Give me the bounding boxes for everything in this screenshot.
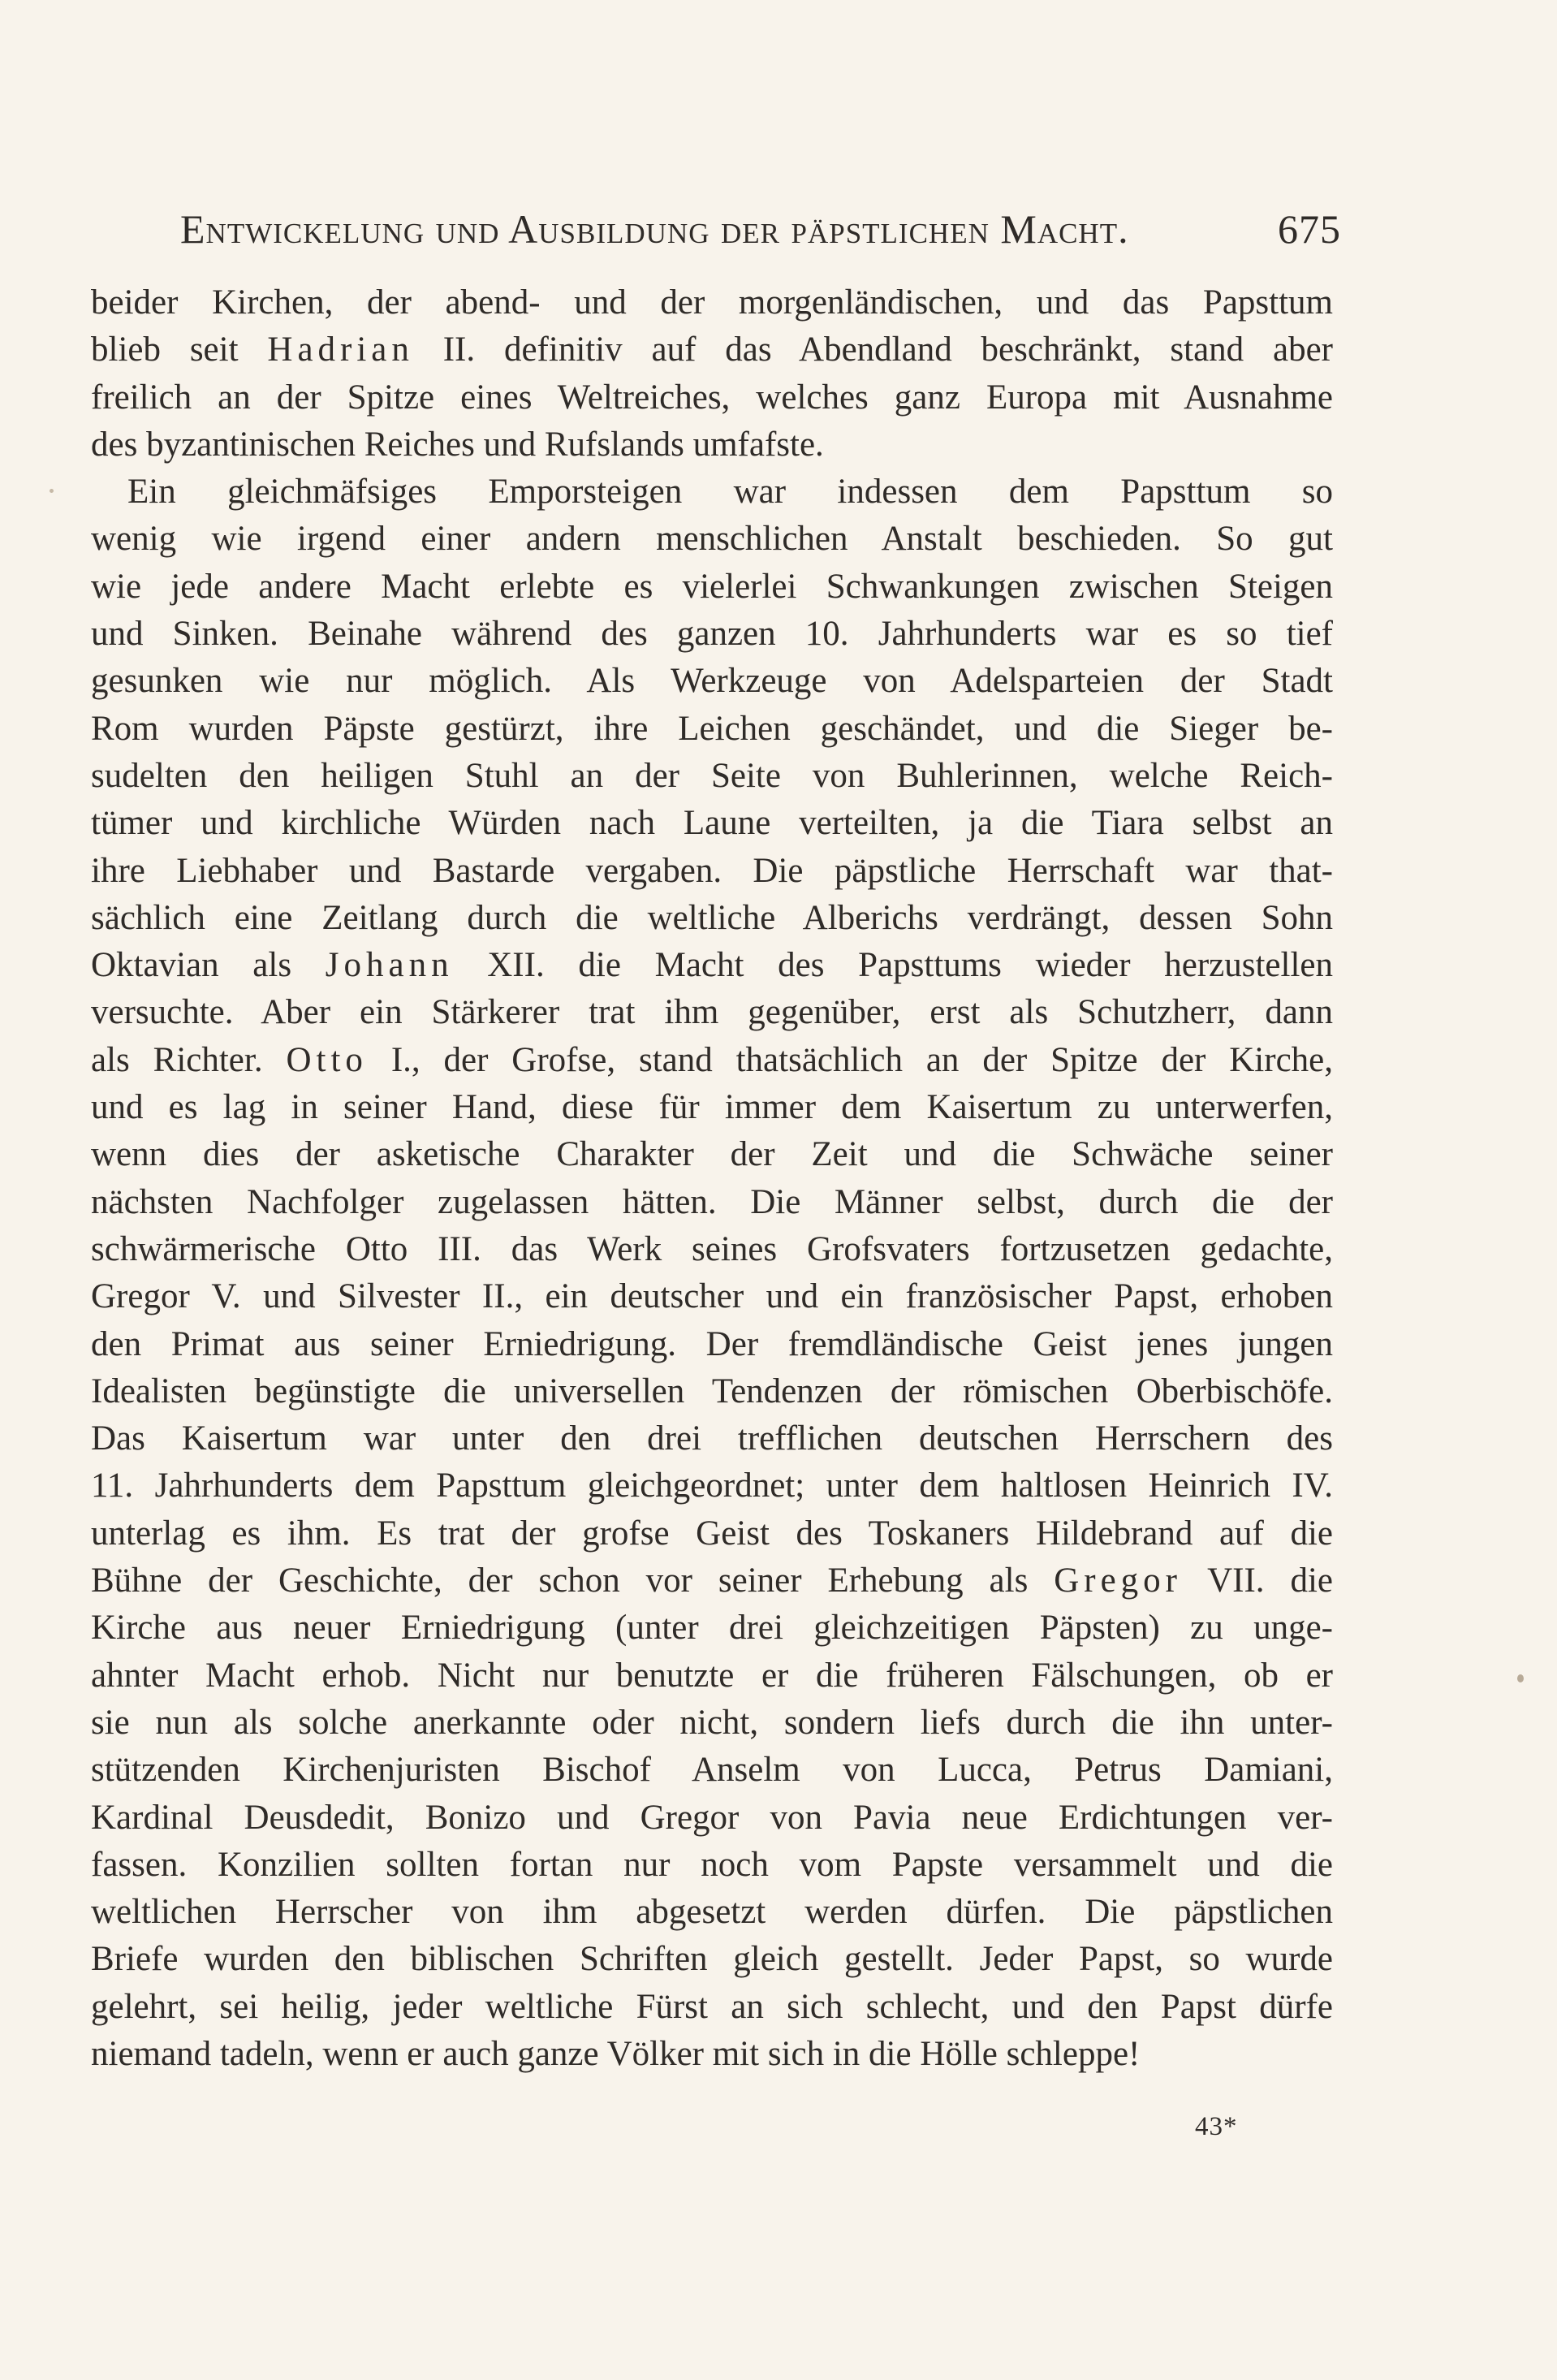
text-line-20: nächsten Nachfolger zugelassen hätten. Die Männer selbst, durch die der <box>91 1182 1333 1221</box>
text-line-3: freilich an der Spitze eines Weltreiches, welches ganz Europa mit Ausnahme <box>91 378 1333 417</box>
page-number: 675 <box>1278 206 1341 252</box>
text-line-38: niemand tadeln, wenn er auch ganze Völker mit sich in die Hölle schleppe! <box>91 2034 1141 2073</box>
person-name-johann: Johann <box>325 946 454 985</box>
text-line-10: Rom wurden Päpste gestürzt, ihre Leichen geschändet, und die Sieger be- <box>91 709 1333 748</box>
running-header <box>180 205 1341 253</box>
person-name-otto: Otto <box>286 1040 368 1079</box>
text-line-32: stützenden Kirchenjuristen Bischof Anselm von Lucca, Petrus Damiani, <box>91 1751 1333 1790</box>
text-line-17: als Richter. Otto I., der Grofse, stand thatsächlich an der Spitze der Kirche, <box>91 1040 1333 1079</box>
text-line-25: Das Kaisertum war unter den drei trefflichen deutschen Herrschern des <box>91 1419 1333 1458</box>
person-name-hadrian: Hadrian <box>267 330 414 369</box>
text-line-33: Kardinal Deusdedit, Bonizo und Gregor von Pavia neue Erdichtungen ver- <box>91 1798 1333 1837</box>
text-line-34: fassen. Konzilien sollten fortan nur noch vom Papste versammelt und die <box>91 1845 1333 1884</box>
text-line-7: wie jede andere Macht erlebte es vielerlei Schwankungen zwischen Steigen <box>91 567 1333 606</box>
text-line-21: schwärmerische Otto III. das Werk seines Grofsvaters fortzusetzen gedachte, <box>91 1229 1333 1268</box>
text-line-28: Bühne der Geschichte, der schon vor seiner Erhebung als Gregor VII. die <box>91 1561 1333 1600</box>
text-line-1: beider Kirchen, der abend- und der morgenländischen, und das Papsttum <box>91 283 1333 322</box>
person-name-gregor: Gregor <box>1054 1561 1182 1600</box>
text-line-11: sudelten den heiligen Stuhl an der Seite von Buhlerinnen, welche Reich- <box>91 756 1333 795</box>
text-line-14: sächlich eine Zeitlang durch die weltliche Alberichs verdrängt, dessen Sohn <box>91 898 1333 937</box>
text-line-30: ahnter Macht erhob. Nicht nur benutzte er die früheren Fälschungen, ob er <box>91 1656 1333 1695</box>
body-text <box>91 279 1333 2078</box>
text-line-5: Ein gleichmäfsiges Emporsteigen war indessen dem Papsttum so <box>127 473 1333 512</box>
margin-dot-left <box>50 489 54 493</box>
signature-mark: 43* <box>1195 2112 1238 2141</box>
text-line-2: blieb seit Hadrian II. definitiv auf das Abendland beschränkt, stand aber <box>91 330 1333 369</box>
text-line-16: versuchte. Aber ein Stärkerer trat ihm gegenüber, erst als Schutzherr, dann <box>91 993 1333 1032</box>
text-line-9: gesunken wie nur möglich. Als Werkzeuge von Adelsparteien der Stadt <box>91 662 1333 701</box>
text-line-29: Kirche aus neuer Erniedrigung (unter drei gleichzeitigen Päpsten) zu unge- <box>91 1609 1333 1648</box>
text-line-4: des byzantinischen Reiches und Rufslands umfafste. <box>91 425 824 464</box>
text-line-6: wenig wie irgend einer andern menschlichen Anstalt beschieden. So gut <box>91 520 1333 559</box>
text-line-36: Briefe wurden den biblischen Schriften gleich gestellt. Jeder Papst, so wurde <box>91 1940 1333 1979</box>
text-line-27: unterlag es ihm. Es trat der grofse Geist des Toskaners Hildebrand auf die <box>91 1514 1333 1553</box>
header-title: Entwickelung und Ausbildung der päpstlichen Macht. <box>180 206 1129 252</box>
text-line-35: weltlichen Herrscher von ihm abgesetzt werden dürfen. Die päpstlichen <box>91 1893 1333 1932</box>
text-line-24: Idealisten begünstigte die universellen Tendenzen der römischen Oberbischöfe. <box>91 1371 1333 1410</box>
text-line-23: den Primat aus seiner Erniedrigung. Der fremdländische Geist jenes jungen <box>91 1324 1333 1363</box>
text-line-19: wenn dies der asketische Charakter der Zeit und die Schwäche seiner <box>91 1135 1333 1174</box>
margin-dot-right <box>1517 1674 1524 1682</box>
text-line-12: tümer und kirchliche Würden nach Laune verteilten, ja die Tiara selbst an <box>91 804 1333 843</box>
text-line-18: und es lag in seiner Hand, diese für immer dem Kaisertum zu unterwerfen, <box>91 1088 1333 1127</box>
text-line-37: gelehrt, sei heilig, jeder weltliche Fürst an sich schlecht, und den Papst dürfe <box>91 1987 1333 2026</box>
text-line-13: ihre Liebhaber und Bastarde vergaben. Die päpstliche Herrschaft war that- <box>91 851 1333 890</box>
text-line-31: sie nun als solche anerkannte oder nicht, sondern liefs durch die ihn unter- <box>91 1703 1333 1742</box>
text-line-15: Oktavian als Johann XII. die Macht des Papsttums wieder herzustellen <box>91 946 1333 985</box>
text-line-26: 11. Jahrhunderts dem Papsttum gleichgeordnet; unter dem haltlosen Heinrich IV. <box>91 1466 1333 1505</box>
text-line-22: Gregor V. und Silvester II., ein deutscher und ein französischer Papst, erhoben <box>91 1277 1333 1316</box>
text-line-8: und Sinken. Beinahe während des ganzen 10. Jahrhunderts war es so tief <box>91 615 1333 654</box>
